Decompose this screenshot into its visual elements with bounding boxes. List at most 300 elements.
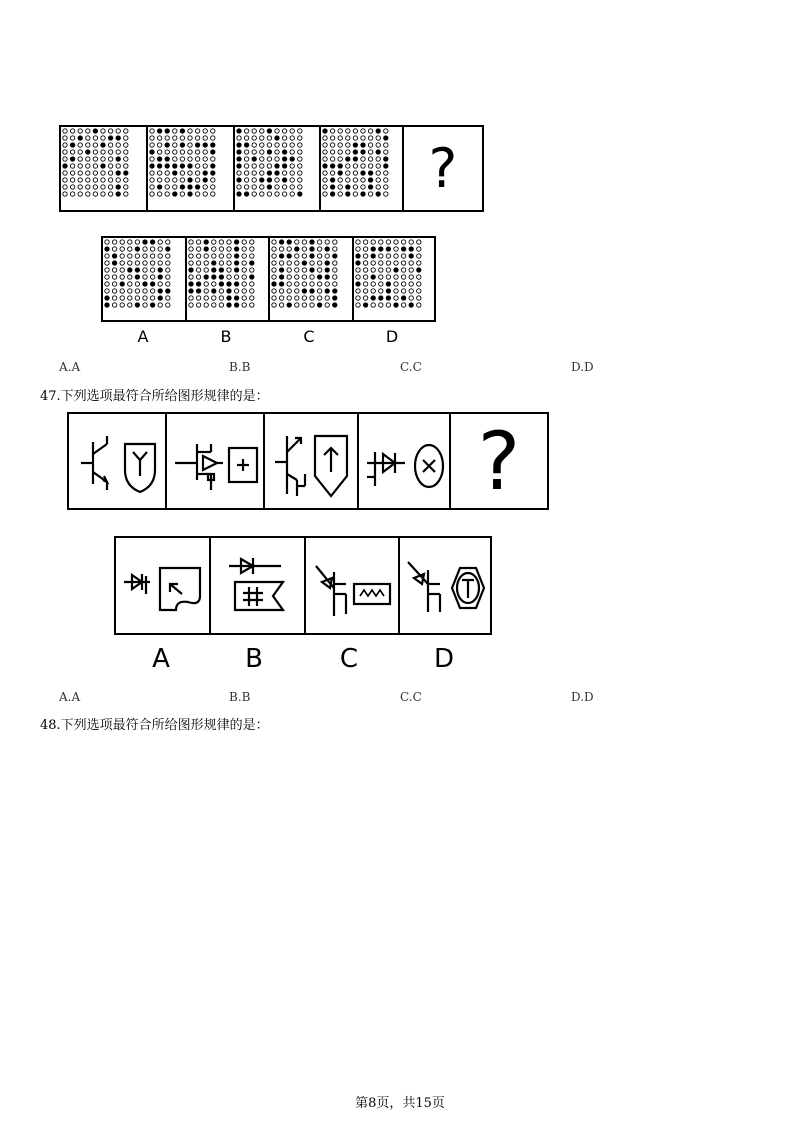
filled-dot: [219, 282, 223, 286]
filled-dot: [279, 240, 283, 244]
hollow-dot: [333, 261, 337, 265]
filled-dot: [234, 261, 238, 265]
hollow-dot: [86, 136, 90, 140]
q46-choice-d[interactable]: D.D: [571, 360, 594, 374]
hollow-dot: [143, 247, 147, 251]
filled-dot: [282, 178, 286, 182]
filled-dot: [279, 254, 283, 258]
filled-dot: [353, 143, 357, 147]
hollow-dot: [323, 150, 327, 154]
filled-dot: [165, 157, 169, 161]
q47-option-label-c: C: [339, 644, 359, 674]
hollow-dot: [105, 275, 109, 279]
filled-dot: [195, 143, 199, 147]
filled-dot: [361, 171, 365, 175]
hollow-dot: [272, 289, 276, 293]
filled-dot: [189, 268, 193, 272]
hollow-dot: [242, 303, 246, 307]
hollow-dot: [323, 157, 327, 161]
hollow-dot: [203, 185, 207, 189]
dot-grid: [148, 127, 220, 199]
hollow-dot: [267, 136, 271, 140]
filled-dot: [409, 247, 413, 251]
hollow-dot: [290, 192, 294, 196]
hollow-dot: [317, 296, 321, 300]
hollow-dot: [282, 143, 286, 147]
hollow-dot: [384, 185, 388, 189]
hollow-dot: [323, 178, 327, 182]
dot-grid: [187, 238, 259, 310]
hollow-dot: [120, 303, 124, 307]
dot-grid: [270, 238, 342, 310]
filled-dot: [346, 185, 350, 189]
hollow-dot: [196, 247, 200, 251]
hollow-dot: [317, 247, 321, 251]
filled-dot: [338, 164, 342, 168]
filled-dot: [158, 275, 162, 279]
filled-dot: [166, 247, 170, 251]
filled-dot: [237, 192, 241, 196]
hollow-dot: [237, 171, 241, 175]
hollow-dot: [212, 303, 216, 307]
q46-choice-b[interactable]: B.B: [229, 360, 251, 374]
hollow-dot: [310, 296, 314, 300]
hollow-dot: [108, 171, 112, 175]
hollow-dot: [204, 261, 208, 265]
hollow-dot: [63, 171, 67, 175]
hollow-dot: [298, 164, 302, 168]
hollow-dot: [157, 171, 161, 175]
filled-dot: [330, 164, 334, 168]
filled-dot: [379, 247, 383, 251]
hollow-dot: [166, 296, 170, 300]
hollow-dot: [295, 303, 299, 307]
hollow-dot: [267, 164, 271, 168]
hollow-dot: [195, 129, 199, 133]
hollow-dot: [363, 296, 367, 300]
filled-dot: [204, 240, 208, 244]
q46-sequence-panel-1: [61, 127, 148, 210]
hollow-dot: [330, 157, 334, 161]
hollow-dot: [379, 282, 383, 286]
filled-dot: [310, 247, 314, 251]
filled-dot: [203, 171, 207, 175]
q46-choice-c[interactable]: C.C: [400, 360, 422, 374]
hollow-dot: [157, 143, 161, 147]
hollow-dot: [195, 164, 199, 168]
hollow-dot: [116, 150, 120, 154]
hollow-dot: [282, 171, 286, 175]
hollow-dot: [128, 275, 132, 279]
hollow-dot: [150, 185, 154, 189]
filled-dot: [310, 289, 314, 293]
hollow-dot: [150, 143, 154, 147]
hollow-dot: [371, 268, 375, 272]
hollow-dot: [63, 143, 67, 147]
hollow-dot: [189, 254, 193, 258]
hollow-dot: [101, 185, 105, 189]
hollow-dot: [212, 247, 216, 251]
q46-options-figure: [101, 236, 436, 322]
hollow-dot: [302, 275, 306, 279]
filled-dot: [234, 303, 238, 307]
filled-dot: [180, 164, 184, 168]
filled-dot: [189, 289, 193, 293]
hollow-dot: [356, 268, 360, 272]
filled-dot: [333, 303, 337, 307]
filled-dot: [361, 143, 365, 147]
hollow-dot: [287, 289, 291, 293]
hollow-dot: [279, 261, 283, 265]
filled-dot: [302, 289, 306, 293]
hollow-dot: [338, 157, 342, 161]
hollow-dot: [302, 282, 306, 286]
hollow-dot: [282, 129, 286, 133]
hollow-dot: [371, 282, 375, 286]
hollow-dot: [93, 143, 97, 147]
filled-dot: [203, 178, 207, 182]
hollow-dot: [101, 150, 105, 154]
hollow-dot: [290, 171, 294, 175]
hollow-dot: [143, 303, 147, 307]
hollow-dot: [338, 185, 342, 189]
hollow-dot: [317, 268, 321, 272]
hollow-dot: [112, 303, 116, 307]
filled-dot: [361, 192, 365, 196]
hollow-dot: [196, 261, 200, 265]
hollow-dot: [323, 185, 327, 189]
hollow-dot: [93, 178, 97, 182]
filled-dot: [227, 303, 231, 307]
hollow-dot: [376, 178, 380, 182]
hollow-dot: [112, 247, 116, 251]
hollow-dot: [310, 282, 314, 286]
q47-option-label-d: D: [433, 644, 455, 674]
hollow-dot: [227, 275, 231, 279]
filled-dot: [212, 268, 216, 272]
hollow-dot: [267, 192, 271, 196]
hollow-dot: [298, 136, 302, 140]
hollow-dot: [108, 164, 112, 168]
hollow-dot: [101, 136, 105, 140]
hollow-dot: [401, 289, 405, 293]
filled-dot: [279, 282, 283, 286]
hollow-dot: [295, 282, 299, 286]
hollow-dot: [173, 157, 177, 161]
hollow-dot: [275, 129, 279, 133]
hollow-dot: [120, 247, 124, 251]
hollow-dot: [150, 192, 154, 196]
hollow-dot: [275, 157, 279, 161]
hollow-dot: [189, 240, 193, 244]
filled-dot: [356, 254, 360, 258]
filled-dot: [323, 164, 327, 168]
hollow-dot: [353, 178, 357, 182]
filled-dot: [70, 143, 74, 147]
hollow-dot: [252, 185, 256, 189]
filled-dot: [188, 164, 192, 168]
hollow-dot: [290, 129, 294, 133]
filled-dot: [275, 164, 279, 168]
q47-sequence-panel-2: [167, 414, 265, 508]
filled-dot: [267, 129, 271, 133]
q47-sequence-panel-4: [359, 414, 451, 508]
hollow-dot: [189, 296, 193, 300]
hollow-dot: [93, 192, 97, 196]
hollow-dot: [244, 185, 248, 189]
hollow-dot: [295, 289, 299, 293]
hollow-dot: [353, 164, 357, 168]
hollow-dot: [211, 185, 215, 189]
hollow-dot: [368, 129, 372, 133]
hollow-dot: [195, 150, 199, 154]
hollow-dot: [180, 192, 184, 196]
filled-dot: [376, 129, 380, 133]
hollow-dot: [124, 164, 128, 168]
hollow-dot: [108, 178, 112, 182]
hollow-dot: [93, 185, 97, 189]
filled-dot: [409, 303, 413, 307]
hollow-dot: [361, 157, 365, 161]
hollow-dot: [260, 129, 264, 133]
filled-dot: [353, 157, 357, 161]
hollow-dot: [166, 261, 170, 265]
filled-dot: [371, 296, 375, 300]
hollow-dot: [317, 240, 321, 244]
hollow-dot: [78, 164, 82, 168]
hollow-dot: [333, 247, 337, 251]
hollow-dot: [237, 136, 241, 140]
hollow-dot: [150, 296, 154, 300]
filled-dot: [63, 164, 67, 168]
q47-sequence-panel-1: [69, 414, 167, 508]
q46-question-panel: [404, 127, 482, 210]
filled-dot: [158, 289, 162, 293]
filled-dot: [368, 171, 372, 175]
filled-dot: [237, 157, 241, 161]
filled-dot: [93, 129, 97, 133]
q47-choice-a[interactable]: A.A: [59, 690, 81, 704]
hollow-dot: [298, 178, 302, 182]
hollow-dot: [363, 240, 367, 244]
filled-dot: [150, 150, 154, 154]
hollow-dot: [317, 261, 321, 265]
hollow-dot: [338, 129, 342, 133]
hollow-dot: [250, 282, 254, 286]
filled-dot: [234, 254, 238, 258]
hollow-dot: [173, 129, 177, 133]
hollow-dot: [260, 157, 264, 161]
q47-choice-b[interactable]: B.B: [229, 690, 251, 704]
hollow-dot: [409, 240, 413, 244]
hollow-dot: [250, 296, 254, 300]
hollow-dot: [86, 178, 90, 182]
hollow-dot: [150, 157, 154, 161]
hollow-dot: [310, 275, 314, 279]
hollow-dot: [279, 247, 283, 251]
hollow-dot: [196, 268, 200, 272]
hollow-dot: [252, 129, 256, 133]
hollow-dot: [86, 129, 90, 133]
q46-option-a-panel: [103, 238, 187, 320]
filled-dot: [157, 129, 161, 133]
hollow-dot: [143, 261, 147, 265]
filled-dot: [135, 303, 139, 307]
q47-option-c-panel: [306, 538, 400, 633]
hollow-dot: [260, 192, 264, 196]
hollow-dot: [135, 289, 139, 293]
hollow-dot: [330, 136, 334, 140]
hollow-dot: [120, 240, 124, 244]
hollow-dot: [70, 192, 74, 196]
hollow-dot: [203, 157, 207, 161]
hollow-dot: [219, 254, 223, 258]
hollow-dot: [394, 289, 398, 293]
hollow-dot: [279, 289, 283, 293]
filled-dot: [417, 268, 421, 272]
hollow-dot: [112, 289, 116, 293]
hollow-dot: [211, 157, 215, 161]
hollow-dot: [386, 261, 390, 265]
hollow-dot: [302, 296, 306, 300]
hollow-dot: [244, 178, 248, 182]
q46-choice-a[interactable]: A.A: [59, 360, 81, 374]
hollow-dot: [150, 178, 154, 182]
hollow-dot: [108, 192, 112, 196]
hollow-dot: [386, 254, 390, 258]
hollow-dot: [189, 275, 193, 279]
hollow-dot: [158, 261, 162, 265]
filled-dot: [371, 254, 375, 258]
hollow-dot: [112, 296, 116, 300]
filled-dot: [128, 268, 132, 272]
hollow-dot: [275, 185, 279, 189]
hollow-dot: [112, 282, 116, 286]
filled-dot: [204, 247, 208, 251]
filled-dot: [394, 303, 398, 307]
hollow-dot: [120, 261, 124, 265]
hollow-dot: [394, 275, 398, 279]
hollow-dot: [384, 150, 388, 154]
hollow-dot: [250, 240, 254, 244]
filled-dot: [275, 171, 279, 175]
hollow-dot: [368, 192, 372, 196]
hollow-dot: [70, 150, 74, 154]
hollow-dot: [295, 240, 299, 244]
hollow-dot: [317, 254, 321, 258]
hollow-dot: [195, 136, 199, 140]
q47-sequence-panel-3: [265, 414, 359, 508]
hollow-dot: [417, 261, 421, 265]
filled-dot: [157, 164, 161, 168]
hollow-dot: [203, 192, 207, 196]
filled-dot: [143, 282, 147, 286]
hollow-dot: [323, 136, 327, 140]
hollow-dot: [368, 136, 372, 140]
filled-dot: [180, 185, 184, 189]
hollow-dot: [86, 143, 90, 147]
hollow-dot: [295, 296, 299, 300]
transistor-box-plus-symbol: [167, 414, 265, 508]
hollow-dot: [346, 129, 350, 133]
filled-dot: [101, 164, 105, 168]
hollow-dot: [173, 150, 177, 154]
hollow-dot: [101, 192, 105, 196]
hollow-dot: [376, 143, 380, 147]
filled-dot: [244, 192, 248, 196]
hollow-dot: [150, 247, 154, 251]
hollow-dot: [120, 275, 124, 279]
filled-dot: [368, 178, 372, 182]
hollow-dot: [234, 275, 238, 279]
hollow-dot: [196, 303, 200, 307]
hollow-dot: [158, 240, 162, 244]
hollow-dot: [333, 282, 337, 286]
hollow-dot: [361, 129, 365, 133]
hollow-dot: [260, 143, 264, 147]
hollow-dot: [78, 171, 82, 175]
hollow-dot: [204, 296, 208, 300]
dot-grid: [61, 127, 133, 199]
filled-dot: [376, 192, 380, 196]
hollow-dot: [295, 268, 299, 272]
hollow-dot: [302, 254, 306, 258]
filled-dot: [196, 282, 200, 286]
filled-dot: [279, 275, 283, 279]
hollow-dot: [368, 164, 372, 168]
hollow-dot: [333, 240, 337, 244]
hollow-dot: [323, 171, 327, 175]
hollow-dot: [189, 247, 193, 251]
hollow-dot: [124, 157, 128, 161]
hollow-dot: [290, 136, 294, 140]
hollow-dot: [70, 171, 74, 175]
filled-dot: [384, 157, 388, 161]
q47-choice-c[interactable]: C.C: [400, 690, 422, 704]
hollow-dot: [86, 157, 90, 161]
hollow-dot: [211, 178, 215, 182]
hollow-dot: [401, 282, 405, 286]
hollow-dot: [173, 185, 177, 189]
hollow-dot: [368, 143, 372, 147]
filled-dot: [363, 303, 367, 307]
hollow-dot: [86, 164, 90, 168]
hollow-dot: [234, 289, 238, 293]
filled-dot: [325, 247, 329, 251]
hollow-dot: [409, 261, 413, 265]
hollow-dot: [204, 289, 208, 293]
filled-dot: [298, 192, 302, 196]
hollow-dot: [135, 296, 139, 300]
hollow-dot: [244, 136, 248, 140]
hollow-dot: [101, 178, 105, 182]
q47-choice-d[interactable]: D.D: [571, 690, 594, 704]
hollow-dot: [325, 282, 329, 286]
hollow-dot: [394, 296, 398, 300]
hollow-dot: [105, 289, 109, 293]
hollow-dot: [356, 303, 360, 307]
hollow-dot: [150, 129, 154, 133]
hollow-dot: [166, 282, 170, 286]
filled-dot: [165, 143, 169, 147]
hollow-dot: [150, 268, 154, 272]
filled-dot: [116, 171, 120, 175]
hollow-dot: [346, 164, 350, 168]
q47-option-label-b: B: [245, 644, 263, 674]
hollow-dot: [143, 268, 147, 272]
q46-sequence-panel-3: [235, 127, 321, 210]
hollow-dot: [120, 254, 124, 258]
